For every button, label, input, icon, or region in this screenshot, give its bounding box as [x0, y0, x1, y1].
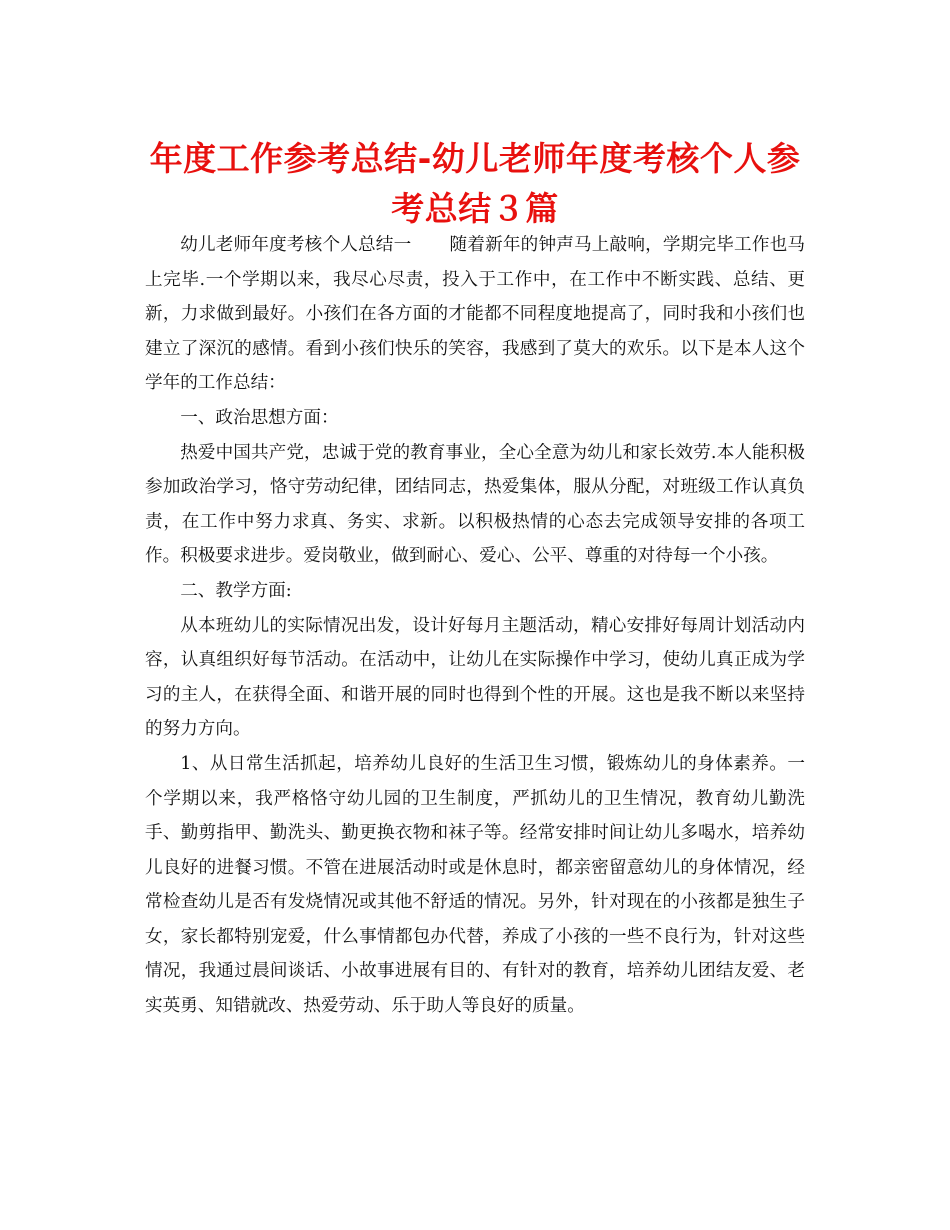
section-heading-politics: 一、政治思想方面：	[180, 407, 339, 428]
section-paragraph-teaching: 从本班幼儿的实际情况出发，设计好每月主题活动，精心安排好每周计划活动内容，认真组织好每节活动。在活动中，让幼儿在实际操作中学习，使幼儿真正成为学习的主人，在获得全面、和谐开展的同时也得到个性的开展。这也是我不断以来坚持的努力方向。	[145, 615, 805, 740]
section-heading-teaching: 二、教学方面:	[180, 580, 292, 601]
intro-paragraph	[145, 228, 805, 401]
section-paragraph-politics: 热爱中国共产党，忠诚于党的教育事业，全心全意为幼儿和家长效劳.本人能积极参加政治学习，恪守劳动纪律，团结同志，热爱集体，服从分配，对班级工作认真负责，在工作中努力求真、务实、求新。以积极热情的心态去完成领导安排的各项工作。积极要求进步。爱岗敬业，做到耐心、爱心、公平、尊重的对待每一个小孩。	[145, 442, 805, 567]
intro-text: 随着新年的钟声马上敲响，学期完毕工作也马上完毕.一个学期以来，我尽心尽责，投入于工作中，在工作中不断实践、总结、更新，力求做到最好。小孩们在各方面的才能都不同程度地提高了，同时我和小孩们也建立了深沉的感情。看到小孩们快乐的笑容，我感到了莫大的欢乐。以下是本人这个学年的工作总结：	[145, 235, 805, 394]
document-body	[145, 228, 805, 1024]
intro-heading: 幼儿老师年度考核个人总结一	[180, 235, 412, 255]
list-item-daily-life: 1、从日常生活抓起，培养幼儿良好的生活卫生习惯，锻炼幼儿的身体素养。一个学期以来，我严格恪守幼儿园的卫生制度，严抓幼儿的卫生情况，教育幼儿勤洗手、勤剪指甲、勤洗头、勤更换衣物和袜子等。经常安排时间让幼儿多喝水，培养幼儿良好的进餐习惯。不管在进展活动时或是休息时，都亲密留意幼儿的身体情况，经常检查幼儿是否有发烧情况或其他不舒适的情况。另外，针对现在的小孩都是独生子女，家长都特别宠爱，什么事情都包办代替，养成了小孩的一些不良行为，针对这些情况，我通过晨间谈话、小故事进展有目的、有针对的教育，培养幼儿团结友爱、老实英勇、知错就改、热爱劳动、乐于助人等良好的质量。	[145, 753, 805, 1017]
document-title: 年度工作参考总结-幼儿老师年度考核个人参考总结３篇	[149, 139, 801, 228]
